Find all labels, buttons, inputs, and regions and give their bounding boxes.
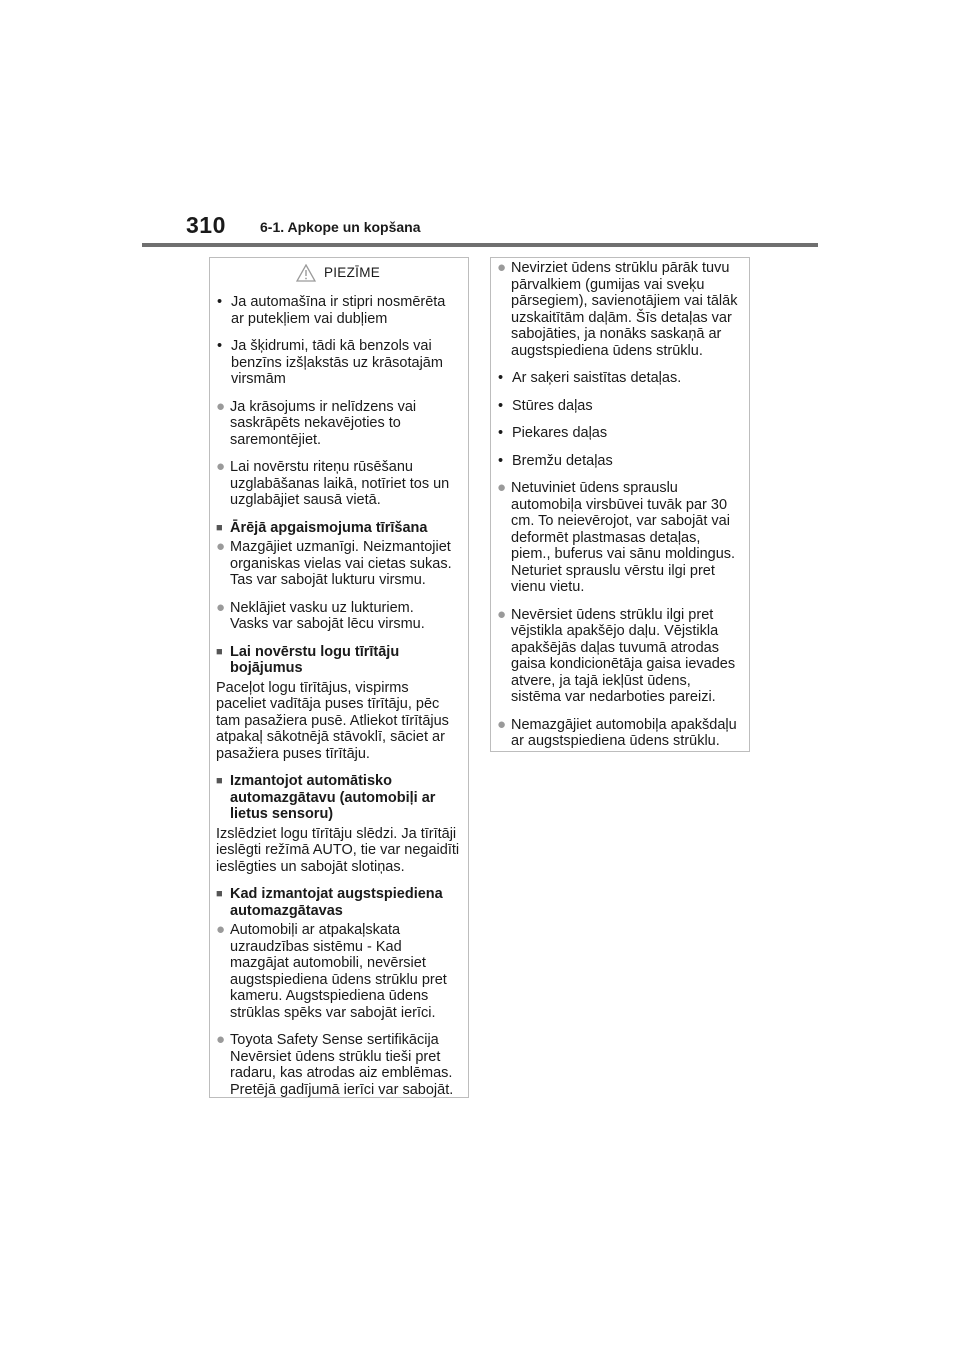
subheading-text: Kad izmantojat augstspiediena automazgātavas xyxy=(230,886,443,919)
subheading-text: Ārējā apgaismojuma tīrīšana xyxy=(230,519,428,536)
item-text: Bremžu detaļas xyxy=(512,452,613,469)
item-text: Nevērsiet ūdens strūklu ilgi pret vējstikla apakšējo daļu. Vējstikla apakšējās daļas tuvumā atrodas gaisa kondicionētāja gaisa ievades atvere, ja tajā iekļūst ūdens, sistēma var nedarboties pareizi. xyxy=(511,606,736,705)
bullet-list-item xyxy=(497,453,741,470)
square-bullet-icon: ■ xyxy=(216,521,223,534)
bullet-list-item xyxy=(216,338,460,388)
subheading xyxy=(216,520,460,537)
item-text: Ar saķeri saistītas detaļas. xyxy=(512,370,682,386)
dot-list-item xyxy=(216,459,460,509)
bullet-list-item xyxy=(216,294,460,327)
dot-list-item xyxy=(216,600,460,633)
circle-bullet-icon: ● xyxy=(497,715,507,733)
bullet-list-item xyxy=(497,398,741,415)
item-text: Nevirziet ūdens strūklu pārāk tuvu pārvalkiem (gumijas vai sveķu pārsegiem), savienotājiem vai tālāk uzskaitītām daļām. Šīs detaļas var sabojāties, ja nonāks saskaņā ar augstspiediena ūdens strūklu. xyxy=(511,260,738,359)
dot-list-item xyxy=(216,922,460,1021)
square-bullet-icon: ■ xyxy=(216,775,223,787)
dot-list-item xyxy=(497,717,741,750)
dot-list-item xyxy=(216,1032,460,1098)
circle-bullet-icon: ● xyxy=(497,605,507,623)
circle-bullet-icon: ● xyxy=(216,598,226,616)
caution-box-left xyxy=(209,257,469,1098)
left-content xyxy=(216,294,460,1098)
item-text: Ja šķidrumi, tādi kā benzols vai benzīns izšļakstās uz krāsotajām virsmām xyxy=(231,338,443,387)
paragraph: Izslēdziet logu tīrītāju slēdzi. Ja tīrītāji ieslēgti režīmā AUTO, tie var negaidīti ieslēgties un sabojāt slotiņas. xyxy=(216,825,460,875)
item-text: Piekares daļas xyxy=(512,425,608,441)
item-text: Ja automašīna ir stipri nosmērēta ar putekļiem vai dubļiem xyxy=(231,294,446,327)
page-number: 310 xyxy=(186,212,226,238)
dot-list-item xyxy=(497,607,741,706)
item-text: Neklājiet vasku uz lukturiem. Vasks var sabojāt lēcu virsmu. xyxy=(230,599,425,632)
square-bullet-icon: ■ xyxy=(216,888,223,900)
bullet-icon: • xyxy=(498,370,504,386)
item-text: Toyota Safety Sense sertifikācija Nevērsiet ūdens strūklu tieši pret radaru, kas atrodas aiz emblēmas. Pretējā gadījumā ierīci var sabojāt. xyxy=(230,1032,454,1098)
circle-bullet-icon: ● xyxy=(216,458,226,475)
circle-bullet-icon: ● xyxy=(216,538,226,555)
subheading xyxy=(216,644,460,677)
item-text: Stūres daļas xyxy=(512,397,593,414)
bullet-list-item xyxy=(497,370,741,387)
dot-list-item xyxy=(216,539,460,589)
subheading-text: Izmantojot automātisko automazgātavu (automobiļi ar lietus sensoru) xyxy=(230,773,436,822)
dot-list-item xyxy=(216,399,460,449)
right-content xyxy=(497,260,741,750)
section-title: 6-1. Apkope un kopšana xyxy=(260,219,421,235)
item-text: Nemazgājiet automobiļa apakšdaļu ar augstspiediena ūdens strūklu. xyxy=(511,716,737,749)
subheading-text: Lai novērstu logu tīrītāju bojājumus xyxy=(230,643,400,676)
dot-list-item xyxy=(497,260,741,359)
subheading xyxy=(216,773,460,823)
bullet-icon: • xyxy=(498,452,504,469)
header-divider xyxy=(142,243,818,247)
warning-triangle-icon xyxy=(296,264,316,282)
bullet-icon: • xyxy=(498,397,504,414)
dot-list-item xyxy=(497,480,741,596)
circle-bullet-icon: ● xyxy=(497,479,507,496)
note-label: PIEZĪME xyxy=(323,264,381,280)
item-text: Mazgājiet uzmanīgi. Neizmantojiet organiskas vielas vai cietas sukas. Tas var sabojāt lukturu virsmu. xyxy=(230,539,452,588)
caution-box-right xyxy=(490,257,750,752)
note-header xyxy=(216,260,460,286)
bullet-icon: • xyxy=(498,425,504,441)
item-text: Netuviniet ūdens sprauslu automobiļa virsbūvei tuvāk par 30 cm. To neievērojot, var sabojāt vai deformēt plastmasas detaļas, piem., buferus vai sānu moldingus. Neturiet sprauslu vērstu ilgi pret vienu vietu. xyxy=(511,480,736,595)
circle-bullet-icon: ● xyxy=(216,921,226,938)
bullet-icon: • xyxy=(217,294,223,310)
subheading xyxy=(216,886,460,919)
circle-bullet-icon: ● xyxy=(216,397,226,415)
item-text: Lai novērstu riteņu rūsēšanu uzglabāšanas laikā, notīriet tos un uzglabājiet sausā vietā. xyxy=(230,459,450,508)
item-text: Ja krāsojums ir nelīdzens vai saskrāpēts nekavējoties to saremontējiet. xyxy=(230,398,417,448)
square-bullet-icon: ■ xyxy=(216,645,223,658)
circle-bullet-icon: ● xyxy=(497,259,507,276)
bullet-list-item xyxy=(497,425,741,442)
circle-bullet-icon: ● xyxy=(216,1031,226,1048)
paragraph: Paceļot logu tīrītājus, vispirms paceliet vadītāja puses tīrītāju, pēc tam pasažiera pusē. Atliekot tīrītājus atpakaļ sākotnējā stāvoklī, sāciet ar pasažiera puses tīrītāju. xyxy=(216,679,449,762)
bullet-icon: • xyxy=(217,338,223,354)
item-text: Automobiļi ar atpakaļskata uzraudzības sistēmu - Kad mazgājat automobili, nevērsiet augstspiediena ūdens strūklu pret kameru. Augstspiediena ūdens strūklas spēks var sabojāt ierīci. xyxy=(230,922,447,1021)
